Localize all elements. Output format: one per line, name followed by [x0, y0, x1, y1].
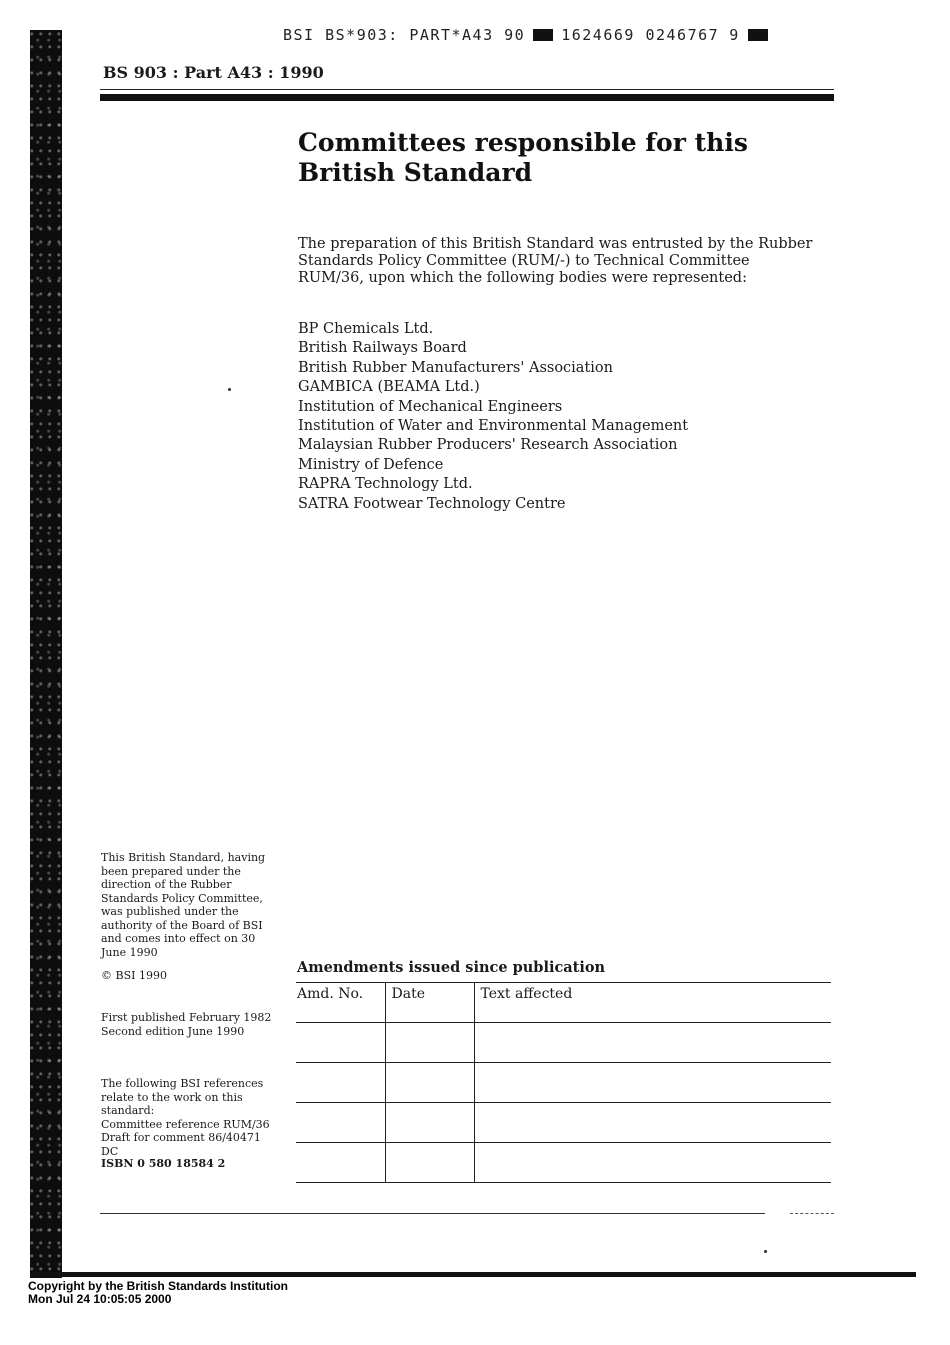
table-row — [296, 1143, 831, 1183]
references-intro: The following BSI references relate to the work on this standard: — [101, 1077, 264, 1117]
table-cell — [474, 1023, 831, 1063]
table-cell — [296, 1103, 385, 1143]
title-line-1: Committees responsible for this — [298, 128, 748, 157]
table-row — [296, 1103, 831, 1143]
list-item: Ministry of Defence — [298, 456, 444, 473]
list-item: British Railways Board — [298, 340, 467, 357]
column-header-amd-no: Amd. No. — [296, 983, 385, 1023]
publication-note: This British Standard, having been prepared under the direction of the Rubber Standards Policy Committee, was published under the authority of the Board of BSI and comes into effect on 30 June 1990 — [101, 851, 266, 959]
table-row — [296, 1063, 831, 1103]
copyright-footer — [28, 1280, 288, 1306]
header-catalog-code — [283, 26, 776, 44]
column-header-date: Date — [385, 983, 474, 1023]
header-code-part2: 1624669 0246767 — [561, 26, 720, 44]
edition-history — [101, 1011, 276, 1038]
table-header-row — [296, 983, 831, 1023]
column-header-text-affected: Text affected — [474, 983, 831, 1023]
title-line-2: British Standard — [298, 158, 533, 187]
header-rule-thick — [100, 94, 834, 101]
scan-speck — [764, 1250, 767, 1253]
list-item: BP Chemicals Ltd. — [298, 321, 434, 337]
scan-speck — [228, 388, 231, 391]
header-code-part1: BSI BS*903: PART*A43 90 — [283, 26, 526, 44]
redaction-block — [748, 29, 768, 41]
table-cell — [474, 1063, 831, 1103]
list-item: GAMBICA (BEAMA Ltd.) — [298, 379, 480, 396]
table-cell — [296, 1143, 385, 1183]
footer-line-2: Mon Jul 24 10:05:05 2000 — [28, 1292, 172, 1306]
committee-reference: Committee reference RUM/36 — [101, 1117, 270, 1131]
bottom-rule — [100, 1213, 765, 1214]
list-item: Institution of Mechanical Engineers — [298, 398, 563, 415]
list-item: RAPRA Technology Ltd. — [298, 476, 473, 493]
header-code-part3: 9 — [729, 26, 740, 44]
table-cell — [385, 1023, 474, 1063]
first-published: First published February 1982 — [101, 1011, 272, 1024]
table-cell — [296, 1063, 385, 1103]
draft-reference: Draft for comment 86/40471 DC — [101, 1131, 261, 1158]
table-cell — [296, 1023, 385, 1063]
list-item: Institution of Water and Environmental Management — [298, 418, 689, 435]
scan-binding-strip — [30, 30, 62, 1278]
document-id: BS 903 : Part A43 : 1990 — [103, 63, 324, 82]
amendments-table — [296, 982, 831, 1183]
table-cell — [385, 1103, 474, 1143]
scan-bottom-edge — [30, 1272, 916, 1277]
list-item: British Rubber Manufacturers' Association — [298, 359, 613, 376]
header-rule-thin — [100, 89, 834, 90]
second-edition: Second edition June 1990 — [101, 1024, 245, 1038]
bottom-dashed-rule — [790, 1213, 834, 1214]
page-title — [298, 128, 748, 188]
table-cell — [385, 1063, 474, 1103]
table-cell — [474, 1143, 831, 1183]
footer-line-1: Copyright by the British Standards Institution — [28, 1279, 289, 1293]
copyright-notice: © BSI 1990 — [101, 969, 167, 982]
bsi-references — [101, 1077, 276, 1158]
table-cell — [474, 1103, 831, 1143]
represented-bodies-list — [298, 320, 688, 514]
table-row — [296, 1023, 831, 1063]
isbn: ISBN 0 580 18584 2 — [101, 1157, 226, 1170]
amendments-title: Amendments issued since publication — [297, 959, 606, 976]
list-item: Malaysian Rubber Producers' Research Association — [298, 437, 678, 454]
table-cell — [385, 1143, 474, 1183]
list-item: SATRA Footwear Technology Centre — [298, 495, 566, 512]
redaction-block — [533, 29, 553, 41]
intro-paragraph: The preparation of this British Standard was entrusted by the Rubber Standards Policy Committee (RUM/-) to Technical Committee RUM/36, upon which the following bodies were represented: — [298, 236, 813, 286]
